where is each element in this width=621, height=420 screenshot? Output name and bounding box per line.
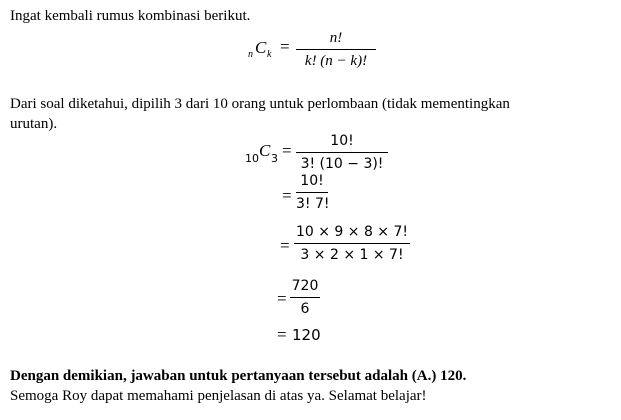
step4-fraction <box>290 276 320 319</box>
formula-equals: = <box>280 37 290 56</box>
formula-numerator: n! <box>329 30 343 46</box>
step4-denominator: 6 <box>300 301 310 317</box>
fraction-bar <box>294 243 410 244</box>
formula-sub-n: n <box>248 49 253 60</box>
calc-sub-k: 3 <box>271 152 278 165</box>
calc-equals-1: = <box>282 141 292 160</box>
problem-text-line1: Dari soal diketahui, dipilih 3 dari 10 orang untuk perlombaan (tidak mementingkan <box>10 96 510 112</box>
formula-fraction <box>296 28 376 71</box>
fraction-bar <box>290 297 320 298</box>
step2-fraction <box>296 171 328 214</box>
formula-c: C <box>255 38 267 57</box>
step4-numerator: 720 <box>291 278 319 294</box>
step2-numerator: 10! <box>300 173 324 189</box>
intro-text: Ingat kembali rumus kombinasi berikut. <box>10 8 251 24</box>
calc-sub-n: 10 <box>245 152 259 165</box>
step3-numerator: 10 × 9 × 8 × 7! <box>295 224 409 240</box>
calc-equals-3: = <box>280 236 290 255</box>
step3-denominator: 3 × 2 × 1 × 7! <box>300 247 404 263</box>
calc-result: 120 <box>292 326 321 344</box>
step1-denominator: 3! (10 − 3)! <box>300 156 384 172</box>
conclusion-text: Dengan demikian, jawaban untuk pertanyaan tersebut adalah (A.) 120. <box>10 368 467 384</box>
fraction-bar <box>296 152 388 153</box>
problem-text-line2: urutan). <box>10 116 58 132</box>
calc-c: C <box>259 141 271 160</box>
step2-denominator: 3! 7! <box>296 196 330 212</box>
fraction-bar <box>296 49 376 50</box>
formula-denominator: k! (n − k)! <box>304 53 368 69</box>
closing-text: Semoga Roy dapat memahami penjelasan di atas ya. Selamat belajar! <box>10 388 427 404</box>
calc-equals-4: = <box>277 289 287 308</box>
step1-numerator: 10! <box>330 133 354 149</box>
formula-sub-k: k <box>267 49 272 60</box>
step1-fraction <box>296 131 388 174</box>
step3-fraction <box>294 222 410 265</box>
calc-equals-2: = <box>282 186 292 205</box>
fraction-bar <box>296 192 328 193</box>
calc-equals-5: = <box>277 325 287 344</box>
